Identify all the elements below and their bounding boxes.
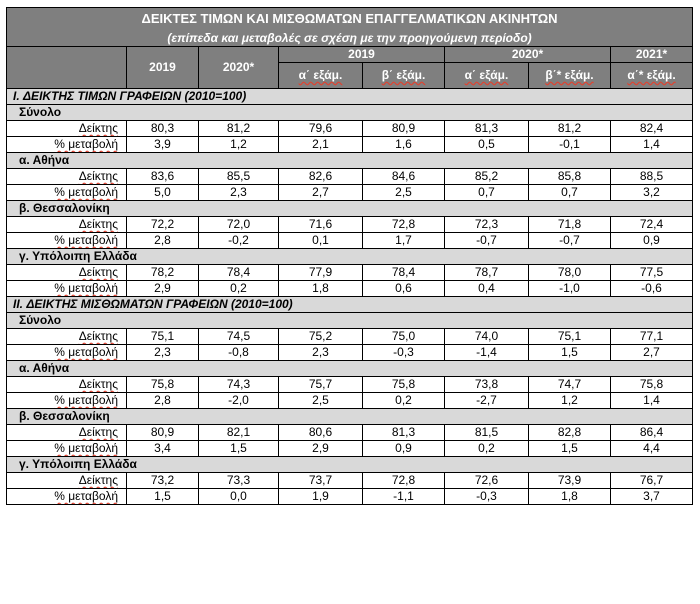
value-cell: 77,9: [279, 265, 363, 281]
row-label-cell: [7, 425, 127, 441]
header-semester: [445, 63, 529, 89]
value-cell: 0,2: [199, 281, 279, 297]
value-cell: 72,2: [127, 217, 199, 233]
group-title: Σύνολο: [19, 313, 62, 327]
value-cell: 72,3: [445, 217, 529, 233]
value-cell: -1,4: [445, 345, 529, 361]
value-cell: 75,7: [279, 377, 363, 393]
value-cell: 2,9: [127, 281, 199, 297]
value-cell: 74,0: [445, 329, 529, 345]
value-cell: 82,4: [611, 121, 693, 137]
index-row: [7, 121, 693, 137]
value-cell: 82,1: [199, 425, 279, 441]
row-label-cell: [7, 329, 127, 345]
index-row: [7, 169, 693, 185]
value-cell: 73,8: [445, 377, 529, 393]
value-cell: 74,5: [199, 329, 279, 345]
value-cell: 86,4: [611, 425, 693, 441]
value-cell: 73,7: [279, 473, 363, 489]
table-title: ΔΕΙΚΤΕΣ ΤΙΜΩΝ ΚΑΙ ΜΙΣΘΩΜΑΤΩΝ ΕΠΑΓΓΕΛΜΑΤΙΚΩΝ ΑΚΙΝΗΤΩΝ: [7, 8, 693, 31]
group-title-cell: [7, 201, 693, 217]
group-title-cell: [7, 153, 693, 169]
row-label-cell: [7, 169, 127, 185]
value-cell: 77,1: [611, 329, 693, 345]
row-label: % μεταβολή: [54, 233, 118, 247]
value-cell: -0,1: [529, 137, 611, 153]
group-title-cell: [7, 249, 693, 265]
value-cell: 78,0: [529, 265, 611, 281]
value-cell: -0,2: [199, 233, 279, 249]
value-cell: 4,4: [611, 441, 693, 457]
value-cell: 0,7: [445, 185, 529, 201]
value-cell: 81,2: [199, 121, 279, 137]
row-label: % μεταβολή: [54, 345, 118, 359]
header-group-2019: 2019: [279, 47, 445, 63]
value-cell: 0,7: [529, 185, 611, 201]
value-cell: 1,9: [279, 489, 363, 505]
index-row: [7, 265, 693, 281]
value-cell: 1,5: [127, 489, 199, 505]
header-year-2020: 2020*: [199, 47, 279, 89]
value-cell: 0,2: [445, 441, 529, 457]
index-row: [7, 329, 693, 345]
row-label-cell: [7, 233, 127, 249]
value-cell: 81,5: [445, 425, 529, 441]
value-cell: 74,7: [529, 377, 611, 393]
value-cell: 0,9: [611, 233, 693, 249]
value-cell: 2,5: [363, 185, 445, 201]
row-label: % μεταβολή: [54, 185, 118, 199]
header-group-2021: 2021*: [611, 47, 693, 63]
value-cell: -1,0: [529, 281, 611, 297]
value-cell: 78,7: [445, 265, 529, 281]
row-label-cell: [7, 377, 127, 393]
header-semester-label: α΄ εξάμ.: [298, 68, 343, 82]
row-label-cell: [7, 345, 127, 361]
change-row: [7, 393, 693, 409]
row-label-cell: [7, 441, 127, 457]
value-cell: 75,2: [279, 329, 363, 345]
row-label: Δείκτης: [78, 265, 118, 279]
value-cell: 2,1: [279, 137, 363, 153]
value-cell: -0,3: [445, 489, 529, 505]
value-cell: 2,8: [127, 233, 199, 249]
value-cell: 75,0: [363, 329, 445, 345]
row-label-cell: [7, 489, 127, 505]
value-cell: 2,3: [127, 345, 199, 361]
value-cell: 0,2: [363, 393, 445, 409]
value-cell: 2,5: [279, 393, 363, 409]
row-label-cell: [7, 137, 127, 153]
row-label-cell: [7, 185, 127, 201]
value-cell: 75,8: [363, 377, 445, 393]
value-cell: 2,7: [279, 185, 363, 201]
value-cell: 2,8: [127, 393, 199, 409]
value-cell: 3,7: [611, 489, 693, 505]
change-row: [7, 489, 693, 505]
group-title-cell: [7, 361, 693, 377]
value-cell: -1,1: [363, 489, 445, 505]
row-label-cell: [7, 217, 127, 233]
group-title-cell: [7, 313, 693, 329]
row-label-cell: [7, 281, 127, 297]
value-cell: 78,4: [363, 265, 445, 281]
group-title: α. Αθήνα: [19, 361, 70, 375]
value-cell: 85,2: [445, 169, 529, 185]
value-cell: 1,5: [529, 441, 611, 457]
change-row: [7, 281, 693, 297]
value-cell: 5,0: [127, 185, 199, 201]
value-cell: 3,9: [127, 137, 199, 153]
header-corner: [7, 47, 127, 89]
value-cell: 75,1: [529, 329, 611, 345]
value-cell: 71,8: [529, 217, 611, 233]
value-cell: 75,8: [611, 377, 693, 393]
change-row: [7, 137, 693, 153]
row-label-cell: [7, 265, 127, 281]
header-semester: [611, 63, 693, 89]
value-cell: -2,7: [445, 393, 529, 409]
value-cell: 80,6: [279, 425, 363, 441]
value-cell: 2,9: [279, 441, 363, 457]
group-title: α. Αθήνα: [19, 153, 70, 167]
data-table-container: [6, 7, 692, 505]
value-cell: -0,3: [363, 345, 445, 361]
change-row: [7, 441, 693, 457]
value-cell: 78,4: [199, 265, 279, 281]
row-label: Δείκτης: [78, 425, 118, 439]
header-semester: [363, 63, 445, 89]
value-cell: 73,2: [127, 473, 199, 489]
row-label: % μεταβολή: [54, 489, 118, 503]
value-cell: 74,3: [199, 377, 279, 393]
value-cell: 1,7: [363, 233, 445, 249]
value-cell: 75,1: [127, 329, 199, 345]
header-semester: [279, 63, 363, 89]
value-cell: 84,6: [363, 169, 445, 185]
value-cell: 2,3: [199, 185, 279, 201]
value-cell: 78,2: [127, 265, 199, 281]
group-title: β. Θεσσαλονίκη: [19, 201, 110, 215]
value-cell: 82,6: [279, 169, 363, 185]
value-cell: 1,6: [363, 137, 445, 153]
header-semester-label: α΄* εξάμ.: [627, 68, 676, 82]
row-label: % μεταβολή: [54, 281, 118, 295]
header-semester-label: β΄ εξάμ.: [381, 68, 426, 82]
index-row: [7, 217, 693, 233]
value-cell: 88,5: [611, 169, 693, 185]
value-cell: 1,4: [611, 393, 693, 409]
row-label: Δείκτης: [78, 473, 118, 487]
value-cell: 3,4: [127, 441, 199, 457]
change-row: [7, 233, 693, 249]
row-label-cell: [7, 121, 127, 137]
change-row: [7, 185, 693, 201]
value-cell: 75,8: [127, 377, 199, 393]
row-label: Δείκτης: [78, 217, 118, 231]
value-cell: 1,2: [199, 137, 279, 153]
header-semester-label: β΄* εξάμ.: [545, 68, 594, 82]
row-label-cell: [7, 393, 127, 409]
value-cell: 0,4: [445, 281, 529, 297]
value-cell: -0,6: [611, 281, 693, 297]
value-cell: 1,4: [611, 137, 693, 153]
group-title-cell: [7, 105, 693, 121]
row-label: % μεταβολή: [54, 393, 118, 407]
value-cell: 76,7: [611, 473, 693, 489]
group-title-cell: [7, 457, 693, 473]
index-row: [7, 473, 693, 489]
section-title: I. ΔΕΙΚΤΗΣ ΤΙΜΩΝ ΓΡΑΦΕΙΩΝ (2010=100): [7, 89, 693, 105]
table-subtitle: (επίπεδα και μεταβολές σε σχέση με την προηγούμενη περίοδο): [7, 30, 693, 47]
row-label: Δείκτης: [78, 121, 118, 135]
data-table: [6, 7, 693, 505]
value-cell: -0,7: [529, 233, 611, 249]
value-cell: 72,8: [363, 217, 445, 233]
value-cell: 0,5: [445, 137, 529, 153]
row-label: % μεταβολή: [54, 441, 118, 455]
value-cell: 0,0: [199, 489, 279, 505]
index-row: [7, 425, 693, 441]
value-cell: 2,7: [611, 345, 693, 361]
row-label: % μεταβολή: [54, 137, 118, 151]
group-title: γ. Υπόλοιπη Ελλάδα: [19, 457, 137, 471]
group-title: β. Θεσσαλονίκη: [19, 409, 110, 423]
value-cell: 0,1: [279, 233, 363, 249]
value-cell: 80,3: [127, 121, 199, 137]
group-title: Σύνολο: [19, 105, 62, 119]
value-cell: 80,9: [363, 121, 445, 137]
value-cell: 1,8: [279, 281, 363, 297]
header-year-2019: 2019: [127, 47, 199, 89]
value-cell: 81,2: [529, 121, 611, 137]
value-cell: 81,3: [363, 425, 445, 441]
value-cell: 3,2: [611, 185, 693, 201]
change-row: [7, 345, 693, 361]
value-cell: 72,4: [611, 217, 693, 233]
value-cell: 0,9: [363, 441, 445, 457]
value-cell: 72,0: [199, 217, 279, 233]
value-cell: 1,8: [529, 489, 611, 505]
value-cell: 82,8: [529, 425, 611, 441]
section-title: II. ΔΕΙΚΤΗΣ ΜΙΣΘΩΜΑΤΩΝ ΓΡΑΦΕΙΩΝ (2010=100): [7, 297, 693, 313]
value-cell: 81,3: [445, 121, 529, 137]
value-cell: -0,8: [199, 345, 279, 361]
value-cell: 1,5: [199, 441, 279, 457]
value-cell: 71,6: [279, 217, 363, 233]
value-cell: -0,7: [445, 233, 529, 249]
header-semester-label: α΄ εξάμ.: [464, 68, 509, 82]
header-group-2020: 2020*: [445, 47, 611, 63]
value-cell: 2,3: [279, 345, 363, 361]
group-title: γ. Υπόλοιπη Ελλάδα: [19, 249, 137, 263]
value-cell: 1,5: [529, 345, 611, 361]
row-label-cell: [7, 473, 127, 489]
value-cell: 73,3: [199, 473, 279, 489]
value-cell: 72,6: [445, 473, 529, 489]
value-cell: 79,6: [279, 121, 363, 137]
value-cell: 80,9: [127, 425, 199, 441]
value-cell: 77,5: [611, 265, 693, 281]
value-cell: 85,8: [529, 169, 611, 185]
header-semester: [529, 63, 611, 89]
row-label: Δείκτης: [78, 329, 118, 343]
value-cell: 83,6: [127, 169, 199, 185]
row-label: Δείκτης: [78, 169, 118, 183]
value-cell: 1,2: [529, 393, 611, 409]
index-row: [7, 377, 693, 393]
row-label: Δείκτης: [78, 377, 118, 391]
group-title-cell: [7, 409, 693, 425]
value-cell: 73,9: [529, 473, 611, 489]
value-cell: 72,8: [363, 473, 445, 489]
value-cell: -2,0: [199, 393, 279, 409]
value-cell: 85,5: [199, 169, 279, 185]
value-cell: 0,6: [363, 281, 445, 297]
